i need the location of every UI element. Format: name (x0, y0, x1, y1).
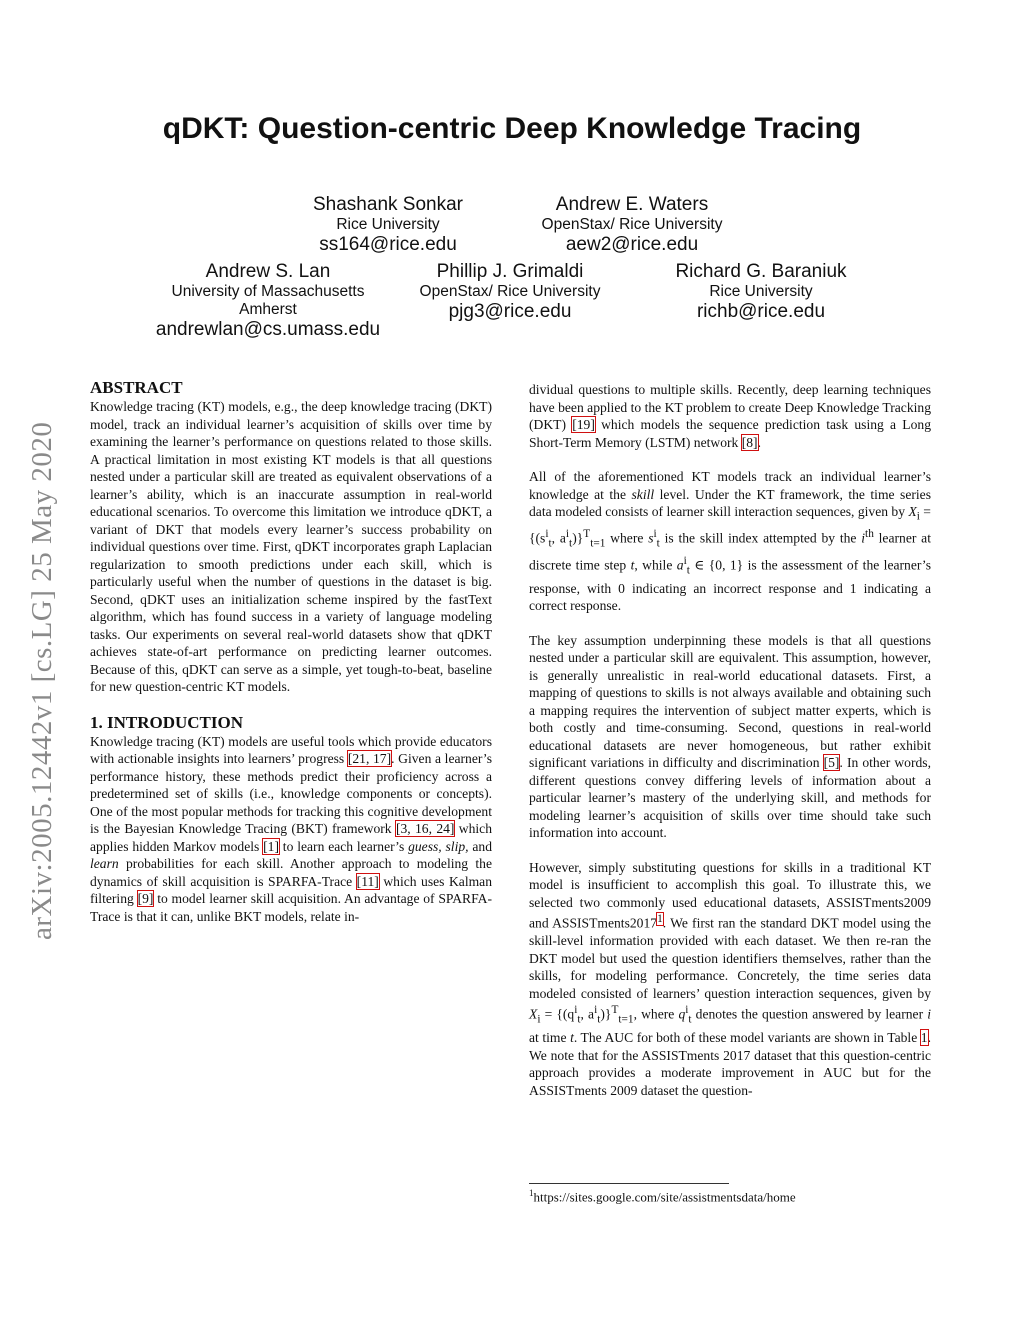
author-affiliation: University of Massachusetts (171, 283, 365, 300)
citation-link[interactable]: [5] (823, 755, 840, 771)
citation-link[interactable]: [3, 16, 24] (395, 821, 455, 836)
footnote (529, 1188, 796, 1205)
paragraph-substitution: However, simply substituting questions for skills in a traditional KT model is insufficient to accomplish this goal. To illustrate this, we selected two commonly used educational datasets, ASSISTments2009 and ASSISTments2017$^1$. We first ran the standard DKT model using the skill-level information provided with each dataset. We then re-ran the DKT model but used the question identifiers themselves, rather than the skills, for modeling performance. Concretely, the time series data modeled consisted of learners’ question interaction sequences, given by $X_i = \{(q^i_t$, $a^i_t)\}^T_{t=1}$, where $q^i_t$ denotes the question answered by learner i at time t. The AUC for both of these model variants are shown in Table 1. We note that for the ASSISTments 2017 dataset that this question-centric approach provides a moderate improvement in AUC but for the ASSISTments 2009 dataset the question- (529, 859, 931, 1098)
author-block (150, 261, 386, 341)
table-link[interactable]: 1 (920, 1030, 928, 1045)
author-affiliation: OpenStax/ Rice University (419, 283, 601, 300)
abstract-text: Knowledge tracing (KT) models, e.g., the deep knowledge tracing (DKT) model, track an individual learner’s acquisition of skills over time by examining the learner’s performance on questions related to those skills. A practical limitation in most existing KT models is that all questions nested under a particular skill are treated as equivalent observations of a learner’s ability, which is an inaccurate assumption in real-world educational scenarios. To overcome this limitation we introduce qDKT, a variant of DKT that models every learner’s success probability on individual questions over time. First, qDKT incorporates graph Laplacian regularization to smooth predictions under each skill, which is particularly useful when the number of questions in the dataset is big. Second, qDKT uses an initialization scheme inspired by the fastText algorithm, which has found success in a variety of language modeling tasks. Our experiments on several real-world datasets show that qDKT achieves state-of-art performance on predicting learner outcomes. Because of this, qDKT can serve as a simple, yet tough-to-beat, baseline for new question-centric KT models. (90, 399, 492, 694)
footnote-url[interactable]: https://sites.google.com/site/assistmentsdata/home (533, 1189, 796, 1205)
author-name: Phillip J. Grimaldi (436, 261, 584, 282)
citation-link[interactable]: [8] (741, 434, 758, 450)
paper-title: qDKT: Question-centric Deep Knowledge Tracing (162, 112, 862, 145)
arxiv-identifier: arXiv:2005.12442v1 [cs.LG] 25 May 2020 (26, 421, 58, 940)
author-name: Andrew E. Waters (555, 194, 709, 215)
introduction-heading: 1. INTRODUCTION (90, 712, 244, 732)
author-name: Richard G. Baraniuk (675, 261, 847, 282)
paragraph-dkt: dividual questions to multiple skills. Recently, deep learning techniques have been applied to the KT problem to create Deep Knowledge Tracking (DKT) [19] which models the sequence prediction task using a Long Short-Term Memory (LSTM) network [8]. (529, 382, 931, 450)
footnote-mark: 1 (529, 1188, 534, 1198)
author-affiliation: Rice University (336, 216, 440, 233)
author-email[interactable]: pjg3@rice.edu (448, 301, 572, 322)
author-block (650, 261, 872, 323)
author-affiliation: Rice University (709, 283, 813, 300)
introduction-paragraph: Knowledge tracing (KT) models are useful tools which provide educators with actionable insights into learners’ progress [21, 17]. Given a learner’s performance history, these methods predict their proficiency across a predetermined set of skills (i.e., knowledge components or concepts). One of the most popular methods for tracking this cognitive development is the Bayesian Knowledge Tracing (BKT) framework [3, 16, 24] which applies hidden Markov models [1] to learn each learner’s guess, slip, and learn probabilities for each skill. Another approach to modeling the dynamics of skill acquisition is SPARFA-Trace [11] which uses Kalman filtering [9] to model learner skill acquisition. An advantage of SPARFA-Trace is that it can, unlike BKT models, relate in- (90, 733, 493, 924)
abstract-heading: ABSTRACT (90, 378, 183, 397)
paragraph-kt-models: All of the aforementioned KT models track an individual learner’s knowledge at the skill level. Under the KT framework, the time series data modeled consists of learner skill interaction sequences, given by $X_i = \{(s^i_t$, $a^i_t)\}^T_{t=1}$ where $s^i_t$ is the skill index attempted by the $i^{th}$ learner at discrete time step t, while $a^i_t$ ∈ {0, 1} is the assessment of the learner’s response, with 0 indicating an incorrect response and 1 indicating a correct response. (529, 469, 931, 614)
citation-link[interactable]: [19] (572, 417, 595, 432)
citation-link[interactable]: [9] (137, 891, 154, 906)
author-email[interactable]: andrewlan@cs.umass.edu (155, 319, 381, 340)
footnote-link[interactable]: 1 (657, 913, 663, 926)
author-email[interactable]: aew2@rice.edu (565, 234, 699, 255)
citation-link[interactable]: [1] (263, 838, 279, 854)
author-affiliation-city: Amherst (239, 301, 297, 318)
citation-link[interactable]: [11] (356, 873, 379, 889)
footnote-divider (529, 1183, 729, 1184)
author-affiliation: OpenStax/ Rice University (541, 216, 723, 233)
right-column (529, 381, 931, 1116)
author-block (288, 194, 488, 256)
author-email[interactable]: ss164@rice.edu (319, 234, 457, 255)
left-column (90, 378, 492, 942)
citation-link[interactable]: [21, 17] (347, 751, 392, 766)
author-name: Shashank Sonkar (313, 194, 463, 215)
author-block (404, 261, 616, 323)
author-block (522, 194, 742, 256)
paragraph-assumption: The key assumption underpinning these models is that all questions nested under a particular skill are equivalent. This assumption, however, is generally unrealistic in real-world educational datasets. First, a mapping of questions to skills is not always available and obtaining such a mapping requires the intervention of subject matter experts, which is both costly and time-consuming. Second, questions in real-world educational datasets are never homogeneous, but rather exhibit significant variations in difficulty and discrimination [5]. In other words, different questions convey differing levels of information about a particular learner’s mastery of the underlying skill, and methods for modeling learner’s acquisition of skills over time should take such information into account. (529, 632, 931, 841)
author-email[interactable]: richb@rice.edu (696, 301, 826, 322)
author-name: Andrew S. Lan (205, 261, 331, 282)
